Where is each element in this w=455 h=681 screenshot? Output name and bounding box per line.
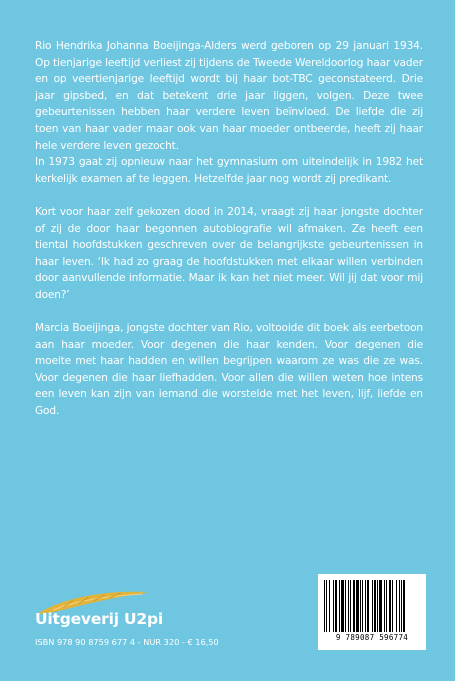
isbn-nur-price: ISBN 978 90 8759 677 4 - NUR 320 - € 16,50 <box>35 637 219 647</box>
barcode-bar <box>345 580 346 632</box>
isbn-barcode <box>318 574 426 650</box>
barcode-bar <box>372 580 373 632</box>
barcode-bar <box>396 580 397 632</box>
barcode-bar <box>365 580 366 632</box>
barcode-bar <box>348 580 349 632</box>
barcode-bar <box>403 580 405 632</box>
barcode-bar <box>379 580 382 632</box>
publisher-name: Uitgeverij U2pi <box>35 610 163 628</box>
barcode-bar <box>399 580 400 632</box>
paragraph-biography: Rio Hendrika Johanna Boeijinga-Alders werd geboren op 29 januari 1934. Op tienjarige leeftijd verliest zij tijdens de Tweede Wereldoorlog haar vader en op veertienjarige leeftijd wordt bij haar bot-TBC geconstateerd. Drie jaar gipsbed, en dat betekent drie jaar liggen, volgen. Deze twee gebeurtenissen hebben haar verdere leven beïnvloed. De liefde die zij toen van haar vader maar ook van haar moeder ontbeerde, heeft zij haar hele verdere leven gezocht. <box>35 40 423 152</box>
barcode-bar <box>356 580 359 632</box>
barcode-bar <box>362 580 363 632</box>
barcode-bar <box>386 580 387 632</box>
barcode-bar <box>401 580 402 632</box>
barcode-bar <box>367 580 369 632</box>
paragraph-tribute: Marcia Boeijinga, jongste dochter van Rio, voltooide dit boek als eerbetoon aan haar moeder. Voor degenen die haar kenden. Voor degenen die moeite met haar hadden en willen begrijpen waarom ze was die ze was. Voor degenen die haar liefhadden. Voor allen die willen weten hoe intens een leven kan zijn van iemand die worstelde met het leven, lijf, liefde en God. <box>35 322 423 418</box>
barcode-bar <box>374 580 376 632</box>
barcode-bar <box>377 580 378 632</box>
barcode-bar <box>350 580 351 632</box>
barcode-bar <box>389 580 391 632</box>
barcode-bar <box>392 580 393 632</box>
barcode-bar <box>329 580 330 632</box>
barcode-bar <box>324 580 325 632</box>
back-cover-text <box>35 38 423 420</box>
barcode-bar <box>384 580 385 632</box>
barcode-bar <box>341 580 344 632</box>
barcode-bar <box>339 580 340 632</box>
barcode-bar <box>335 580 337 632</box>
barcode-bar <box>333 580 334 632</box>
barcode-bar <box>326 580 327 632</box>
barcode-bars <box>322 580 422 632</box>
paragraph-career: In 1973 gaat zij opnieuw naar het gymnasium om uiteindelijk in 1982 het kerkelijk examen af te leggen. Hetzelfde jaar nog wordt zij predikant. <box>35 156 423 185</box>
paragraph-autobiography: Kort voor haar zelf gekozen dood in 2014, vraagt zij haar jongste dochter of zij de door haar begonnen autobiografie wil afmaken. Ze heeft een tiental hoofdstukken geschreven over de belangrijkste gebeurtenissen in haar leven. ‘Ik had zo graag de hoofdstukken met elkaar willen verbinden door aanvullende informatie. Maar ik kan het niet meer. Wil jij dat voor mij doen?’ <box>35 205 423 301</box>
barcode-digits: 9 789087 596774 <box>335 633 409 642</box>
barcode-bar <box>360 580 361 632</box>
publisher-logo <box>33 588 233 658</box>
barcode-bar <box>353 580 355 632</box>
